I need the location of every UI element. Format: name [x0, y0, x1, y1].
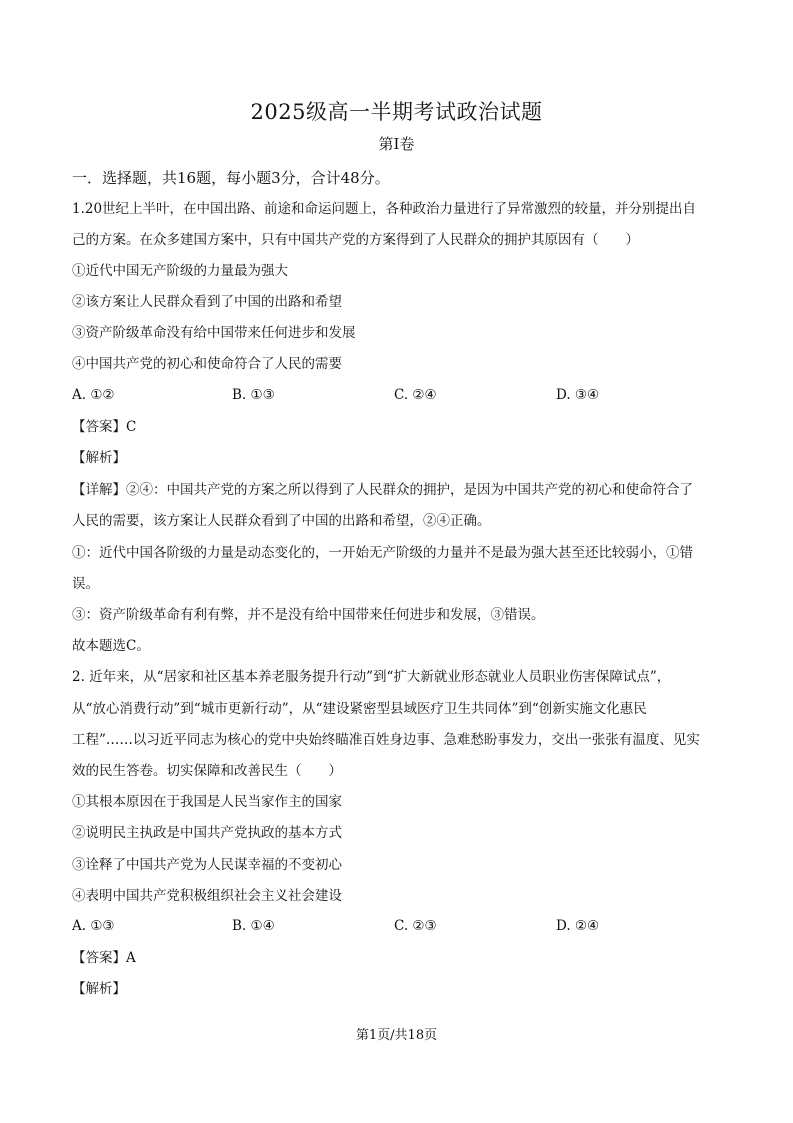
- q1-detail-line-6: 故本题选C。: [72, 638, 150, 654]
- q1-detail-line-4: 误。: [72, 576, 99, 592]
- q2-stem-line-1: 2. 近年来，从“居家和社区基本养老服务提升行动”到“扩大新就业形态就业人员职业伤害保障试点”，: [72, 669, 671, 685]
- page-footer: 第1页/共18页: [355, 1028, 438, 1043]
- q2-options: [72, 918, 732, 936]
- q1-answer: 【答案】C: [72, 419, 137, 435]
- q1-analysis-label: 【解析】: [72, 450, 126, 466]
- volume-subtitle: 第I卷: [378, 135, 415, 153]
- q2-statement-3: ③诠释了中国共产党为人民谋幸福的不变初心: [72, 857, 342, 873]
- section-heading: 一．选择题，共16题，每小题3分，合计48分。: [72, 169, 390, 187]
- q2-option-b: B. ①④: [232, 918, 275, 934]
- q2-stem-line-2: 从“放心消费行动”到“城市更新行动”，从“建设紧密型县域医疗卫生共同体”到“创新实施文化惠民: [72, 701, 647, 717]
- q2-option-d: D. ②④: [556, 918, 600, 934]
- q2-statement-1: ①其根本原因在于我国是人民当家作主的国家: [72, 794, 342, 810]
- q1-detail-line-1: 【详解】②④：中国共产党的方案之所以得到了人民群众的拥护，是因为中国共产党的初心和使命符合了: [72, 482, 693, 498]
- q2-stem-line-3: 工程”……以习近平同志为核心的党中央始终瞄准百姓身边事、急难愁盼事发力，交出一张张有温度、见实: [72, 732, 700, 748]
- q1-detail-line-5: ③：资产阶级革命有利有弊，并不是没有给中国带来任何进步和发展，③错误。: [72, 607, 545, 623]
- q1-statement-4: ④中国共产党的初心和使命符合了人民的需要: [72, 356, 342, 372]
- q1-option-c: C. ②④: [394, 387, 437, 403]
- q1-statement-2: ②该方案让人民群众看到了中国的出路和希望: [72, 294, 342, 310]
- q1-detail-line-2: 人民的需要，该方案让人民群众看到了中国的出路和希望，②④正确。: [72, 513, 491, 529]
- q2-option-a: A. ①③: [72, 918, 115, 934]
- q1-stem-line-1: 1.20世纪上半叶，在中国出路、前途和命运问题上，各种政治力量进行了异常激烈的较量，并分别提出自: [72, 201, 697, 217]
- q2-answer: 【答案】A: [72, 950, 136, 966]
- q2-option-c: C. ②③: [394, 918, 437, 934]
- q1-option-a: A. ①②: [72, 387, 115, 403]
- q1-detail-line-3: ①：近代中国各阶级的力量是动态变化的，一开始无产阶级的力量并不是最为强大甚至还比较弱小，①错: [72, 545, 693, 561]
- q2-statement-4: ④表明中国共产党积极组织社会主义社会建设: [72, 888, 342, 904]
- q1-options: [72, 387, 732, 405]
- q1-option-b: B. ①③: [232, 387, 275, 403]
- q1-statement-1: ①近代中国无产阶级的力量最为强大: [72, 263, 288, 279]
- q1-option-d: D. ③④: [556, 387, 600, 403]
- q2-stem-line-4: 效的民生答卷。切实保障和改善民生（ ）: [72, 763, 342, 779]
- q2-analysis-label: 【解析】: [72, 981, 126, 997]
- q1-stem-line-2: 己的方案。在众多建国方案中，只有中国共产党的方案得到了人民群众的拥护其原因有（ ）: [72, 232, 639, 248]
- q2-statement-2: ②说明民主执政是中国共产党执政的基本方式: [72, 825, 342, 841]
- q1-statement-3: ③资产阶级革命没有给中国带来任何进步和发展: [72, 325, 356, 341]
- page-title: 2025级高一半期考试政治试题: [250, 100, 543, 124]
